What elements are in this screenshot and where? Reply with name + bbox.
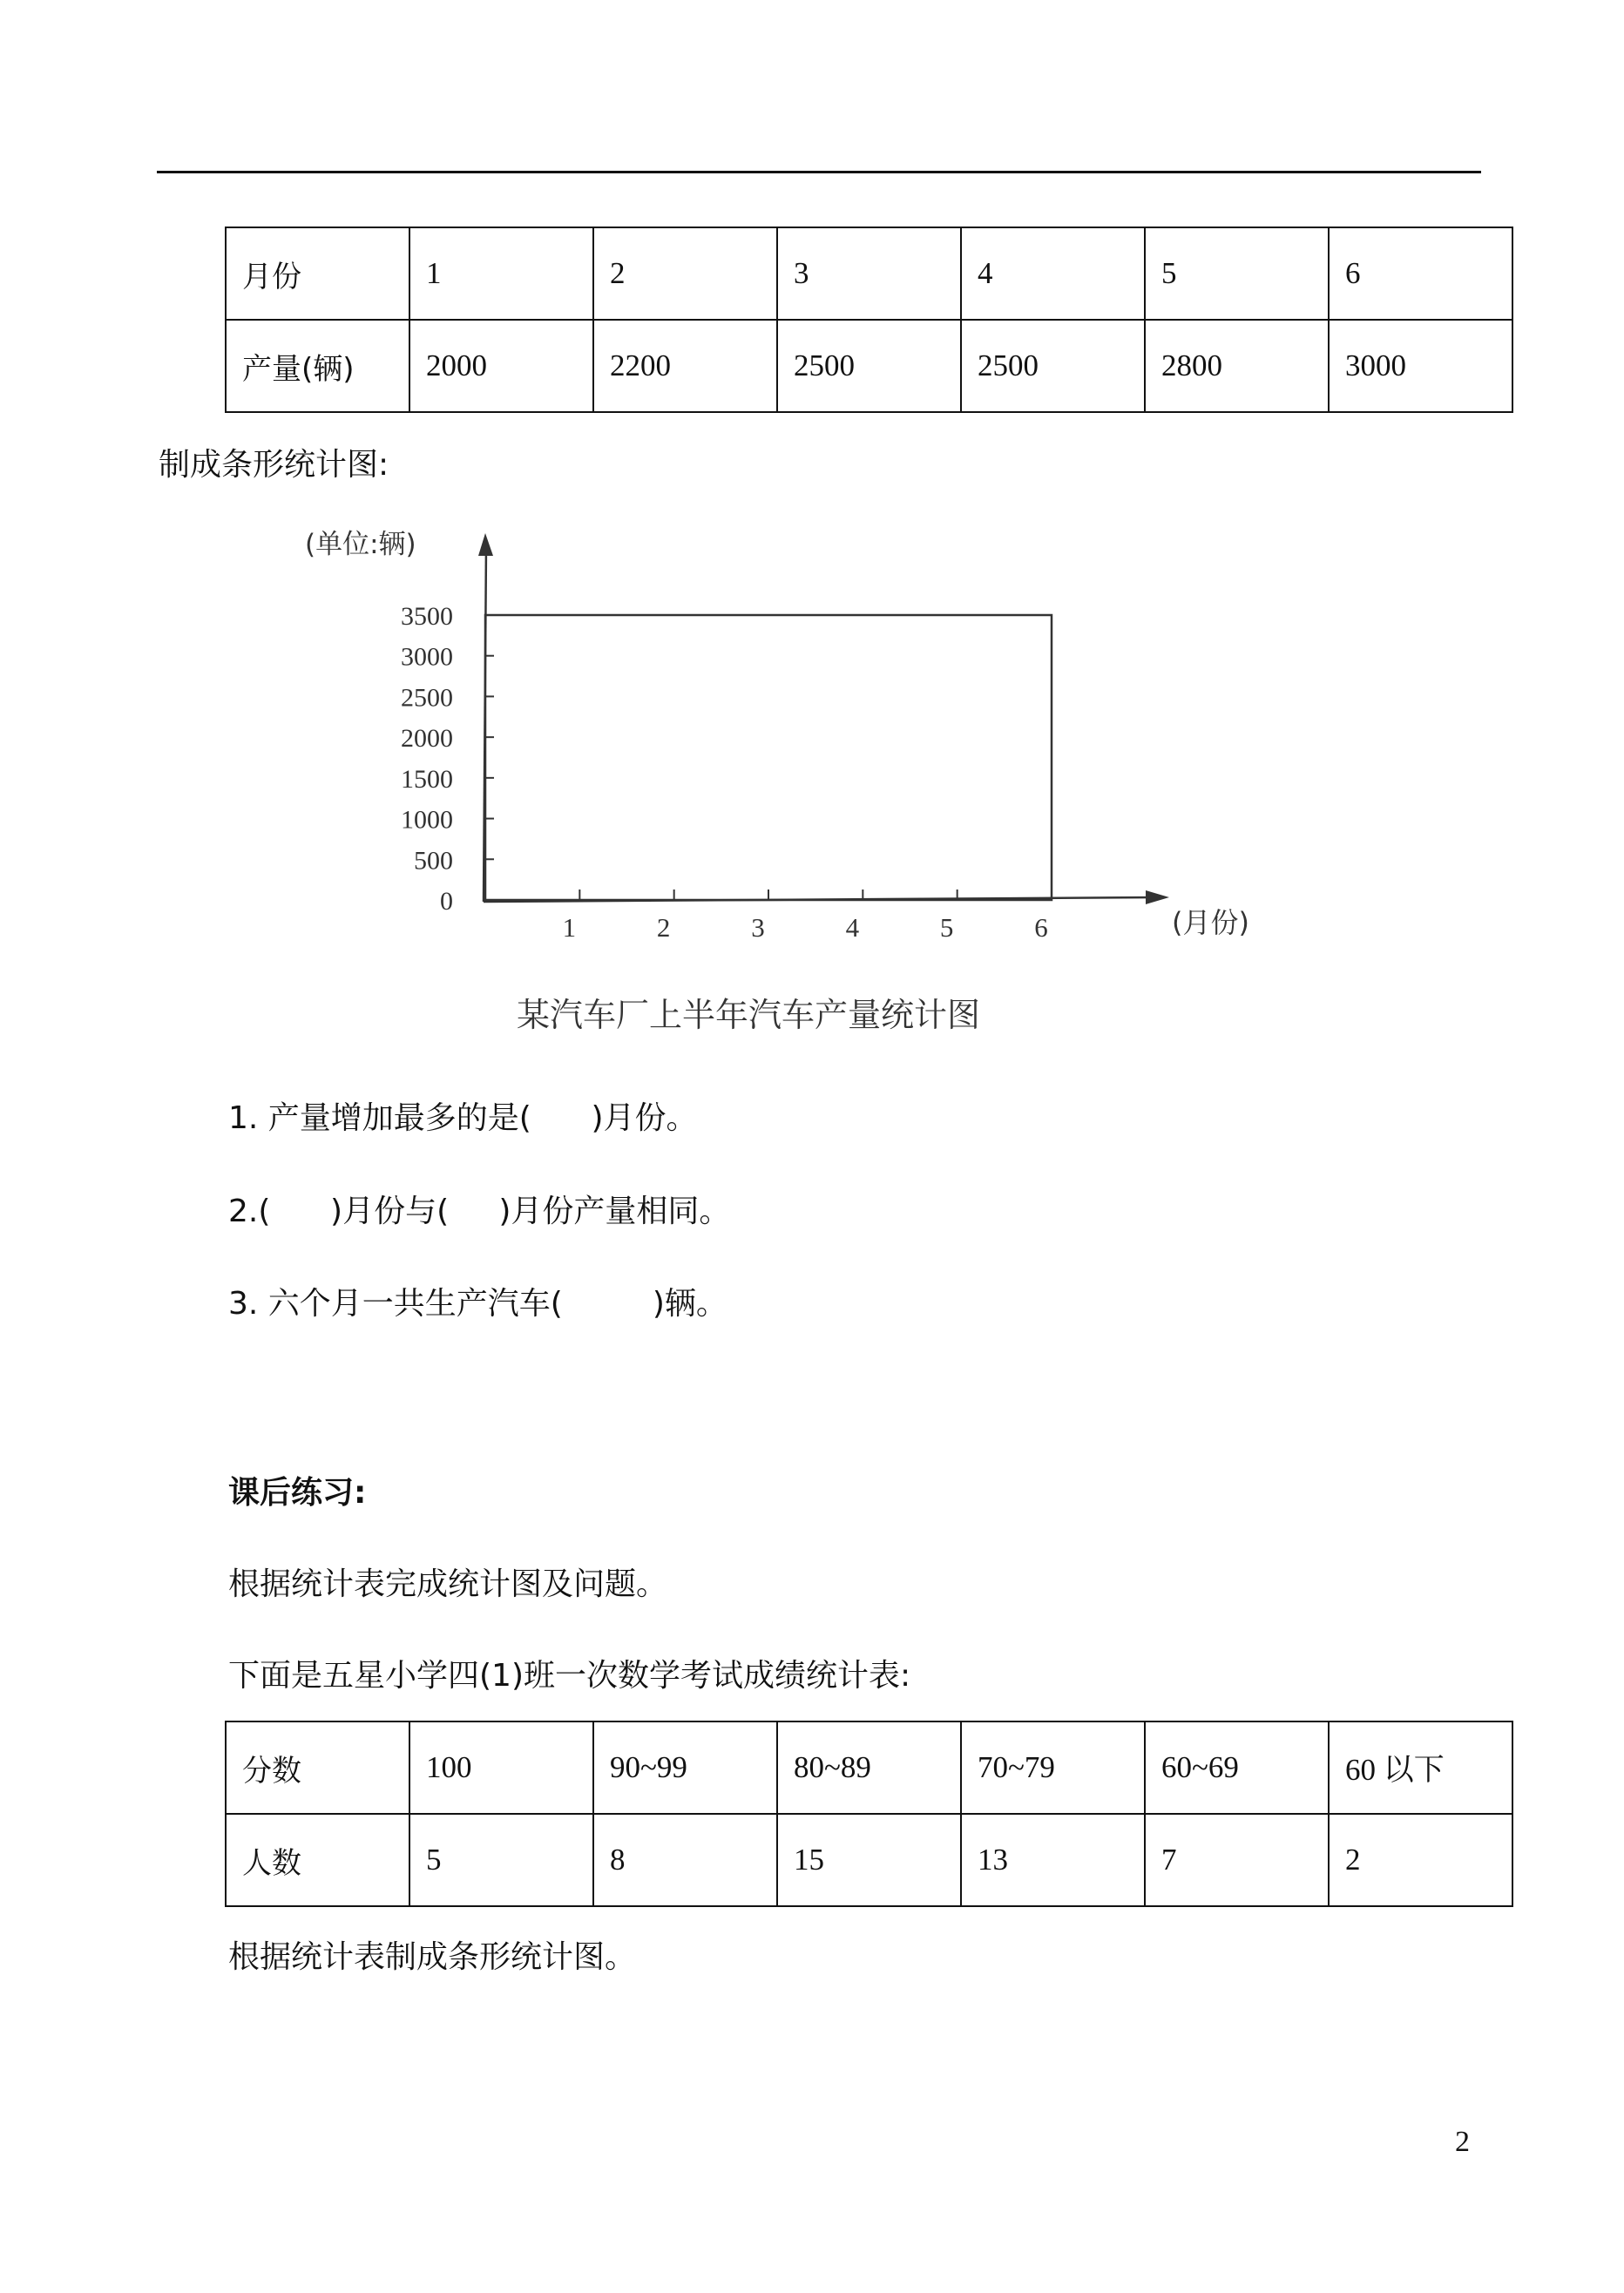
- page-number: 2: [1455, 2126, 1470, 2158]
- x-tick-label: 1: [562, 912, 577, 943]
- table-cell: 70~79: [961, 1721, 1145, 1814]
- y-tick-label: 3500: [401, 602, 453, 631]
- table-cell: 2500: [961, 320, 1145, 412]
- table-cell: 2500: [777, 320, 961, 412]
- chart-intro: 制成条形统计图:: [159, 447, 389, 483]
- score-table: [225, 1721, 1513, 1907]
- table-cell: 6: [1329, 227, 1512, 320]
- header-rule: [157, 171, 1481, 173]
- plot-frame: [485, 615, 1052, 900]
- table-cell: 2: [593, 227, 777, 320]
- x-tick-label: 3: [751, 912, 765, 943]
- y-tick-label: 2500: [401, 683, 453, 713]
- y-tick-label: 1500: [401, 764, 453, 794]
- y-tick-label: 3000: [401, 642, 453, 672]
- y-axis-arrow: [478, 533, 493, 556]
- table-cell: 5: [1145, 227, 1329, 320]
- table-cell: 月份: [226, 227, 409, 320]
- table-cell: 人数: [226, 1814, 409, 1906]
- x-axis-label: (月份): [1172, 906, 1249, 939]
- table-cell: 2: [1329, 1814, 1512, 1906]
- table-cell: 100: [409, 1721, 593, 1814]
- question-2: 2.( )月份与( )月份产量相同。: [228, 1194, 731, 1229]
- section-title: 课后练习:: [228, 1475, 367, 1511]
- x-tick-label: 5: [939, 912, 954, 943]
- chart-title: 某汽车厂上半年汽车产量统计图: [517, 996, 981, 1034]
- table-cell: 2800: [1145, 320, 1329, 412]
- table-cell: 2000: [409, 320, 593, 412]
- table-cell: 3000: [1329, 320, 1512, 412]
- table-cell: 90~99: [593, 1721, 777, 1814]
- y-tick-label: 500: [414, 846, 453, 876]
- table-cell: 7: [1145, 1814, 1329, 1906]
- y-tick-label: 1000: [401, 805, 453, 835]
- table-cell: 60~69: [1145, 1721, 1329, 1814]
- table-cell: 2200: [593, 320, 777, 412]
- x-tick-label: 2: [656, 912, 671, 943]
- question-3: 3. 六个月一共生产汽车( )辆。: [228, 1286, 727, 1322]
- y-tick-label: 0: [440, 887, 453, 916]
- table-cell: 产量(辆): [226, 320, 409, 412]
- instruction: 根据统计表完成统计图及问题。: [228, 1566, 668, 1602]
- table-cell: 60 以下: [1329, 1721, 1512, 1814]
- question-1: 1. 产量增加最多的是( )月份。: [228, 1100, 698, 1136]
- table-row: [226, 227, 1512, 320]
- x-axis-arrow: [1146, 890, 1169, 904]
- table-cell: 分数: [226, 1721, 409, 1814]
- production-table: [225, 227, 1513, 413]
- table-row: [226, 1721, 1512, 1814]
- table-cell: 1: [409, 227, 593, 320]
- x-tick-label: 4: [845, 912, 860, 943]
- table-row: [226, 1814, 1512, 1906]
- table-row: [226, 320, 1512, 412]
- y-ticks: [401, 602, 494, 916]
- table-cell: 3: [777, 227, 961, 320]
- table-cell: 80~89: [777, 1721, 961, 1814]
- table2-caption: 下面是五星小学四(1)班一次数学考试成绩统计表:: [228, 1658, 911, 1694]
- table-cell: 13: [961, 1814, 1145, 1906]
- x-tick-label: 6: [1034, 912, 1048, 943]
- bar-chart: [288, 514, 1281, 1054]
- table-cell: 8: [593, 1814, 777, 1906]
- table-cell: 15: [777, 1814, 961, 1906]
- y-tick-label: 2000: [401, 724, 453, 754]
- table-cell: 5: [409, 1814, 593, 1906]
- y-axis-label: (单位:辆): [305, 529, 416, 560]
- closing-text: 根据统计表制成条形统计图。: [228, 1939, 637, 1975]
- table-cell: 4: [961, 227, 1145, 320]
